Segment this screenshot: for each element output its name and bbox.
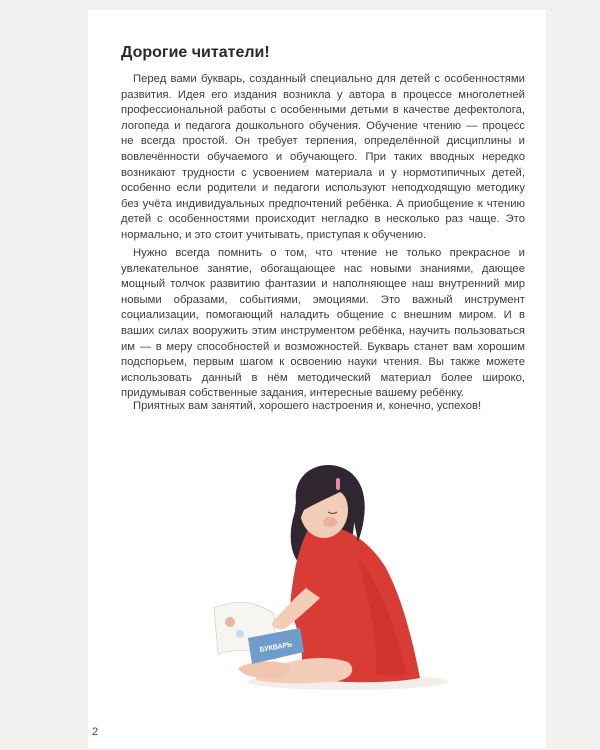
book-picture-dot <box>236 630 244 638</box>
page-number: 2 <box>92 726 99 738</box>
book-cover-title: БУКВАРЬ <box>259 641 293 654</box>
book-page <box>88 10 546 748</box>
book-picture-dot <box>225 617 235 627</box>
girl-reading-illustration <box>208 438 448 698</box>
hair-clip-icon <box>336 478 340 490</box>
page-title: Дорогие читатели! <box>121 44 270 61</box>
closing-wishes-paragraph: Приятных вам занятий, хорошего настроения и, конечно, успехов! <box>133 400 482 412</box>
cheek-blush <box>323 517 337 527</box>
intro-paragraph: Перед вами букварь, созданный специально для детей с особенностями развития. Идея его издания возникла у автора в процессе многолетней профессиональной работы с особенными детьми в качестве дефектолога, логопеда и педагога дошкольного обучения. Обучение чтению — процесс не всегда простой. Он требует терпения, определённой дисциплины и вовлечённости обучаемого и обучающего. При таких вводных нередко возникают трудности с усвоением материала и у нормотипичных детей, особенно если родители и педагоги используют неподходящую методику без учёта индивидуальных предпочтений ребёнка. А приобщение к чтению детей с особенностями происходит негладко в несколько раз чаще. Это нормально, и это стоит учитывать, приступая к обучению. <box>121 73 525 241</box>
hand <box>272 619 288 629</box>
leg-right <box>238 661 290 678</box>
reading-importance-paragraph: Нужно всегда помнить о том, что чтение не только прекрасное и увлекательное занятие, обогащающее нас новыми знаниями, дающее мощный толчок развитию фантазии и наполняющее наш внутренний мир новыми образами, событиями, эмоциями. Это важный инструмент социализации, помогающий наладить общение с внешним миром. И в ваших силах вооружить этим инструментом ребёнка, научить пользоваться им — в меру способностей и возможностей. Букварь станет вам хорошим подспорьем, первым шагом к освоению науки чтения. Вы также можете использовать данный в нём методический материал более широко, придумывая собственные задания, интересные вашему ребёнку. <box>121 247 525 400</box>
